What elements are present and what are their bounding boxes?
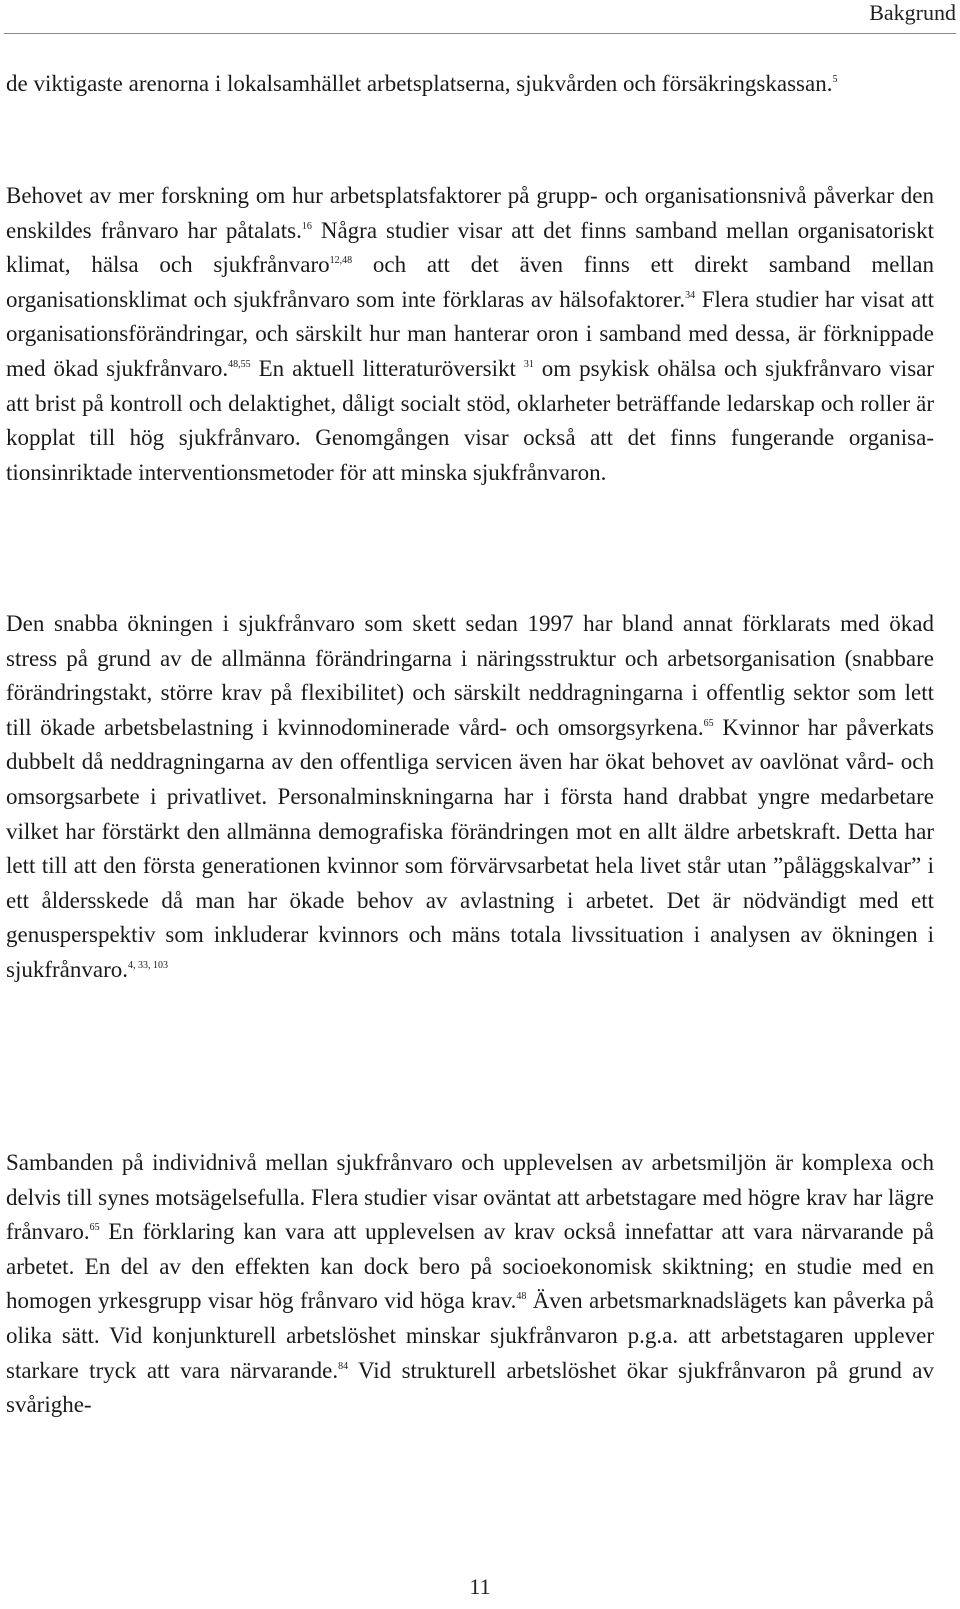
body-paragraph bbox=[6, 1146, 934, 1423]
citation-ref: 48,55 bbox=[228, 358, 251, 370]
paragraph-text: Flera studier har visat att organisationsförändringar, och särskilt hur man hanterar oron i samband med dessa, är förknippade med ökad sjukfrånvaro. bbox=[6, 286, 934, 381]
paragraph-text: Behovet av mer forskning om hur arbetsplatsfaktorer på grupp- och organisationsnivå påverkar den enskildes frånvaro har påtalats. bbox=[6, 183, 934, 243]
citation-ref: 65 bbox=[89, 1222, 100, 1234]
citation-ref: 12,48 bbox=[329, 255, 353, 267]
paragraph-text: om psykisk ohälsa och sjukfrånvaro visar att brist på kontroll och delaktighet, dåligt socialt stöd, oklarheter beträffande ledarskap och roller är kopplat till hög sjukfrånvaro. Genomgången visar också att det finns fungerande organisationsinriktade interventionsmetoder för att minska sjukfrånvaron. bbox=[6, 355, 935, 485]
citation-ref: 4, 33, 103 bbox=[128, 959, 168, 971]
paragraph-text: och att det även finns ett direkt samband mellan organisationsklimat och sjukfrånvaro som inte förklaras av hälsofaktorer. bbox=[6, 252, 934, 312]
running-head: Bakgrund bbox=[869, 0, 956, 25]
paragraph-text: Även arbetsmarknadslägets kan påverka på olika sätt. Vid konjunkturell arbetslöshet minskar sjukfrånvaron p.g.a. att arbetstagaren upplever starkare tryck att vara närvarande. bbox=[6, 1288, 934, 1383]
paragraph-text: Vid strukturell arbetslöshet ökar sjukfrånvaron på grund av svårighe- bbox=[6, 1357, 934, 1418]
citation-ref: 5 bbox=[832, 74, 838, 85]
citation-ref: 84 bbox=[338, 1360, 349, 1372]
citation-ref: 65 bbox=[703, 717, 714, 729]
paragraph-text: En aktuell litteraturöversikt bbox=[250, 355, 524, 381]
citation-ref: 34 bbox=[685, 289, 696, 301]
header-rule bbox=[4, 33, 956, 34]
paragraph-text: Några studier visar att det finns samband mellan organisatoriskt klimat, hälsa och sjukfrånvaro bbox=[6, 217, 934, 278]
body-paragraph bbox=[6, 67, 934, 102]
paragraph-text: Den snabba ökningen i sjukfrånvaro som skett sedan 1997 har bland annat förklarats med ökad stress på grund av de allmänna förändringarna i näringsstruktur och arbetsorganisation (snabbare förändringstakt, större krav på flexibilitet) och särskilt neddragningarna i offentlig sektor som lett till ökade arbetsbelastning i kvinnodominerade vård- och omsorgsyrkena. bbox=[6, 611, 934, 740]
paragraph-text: Kvinnor har påverkats dubbelt då neddragningarna av den offentliga servicen även har ökat behovet av oavlönat vård- och omsorgsarbete i privatlivet. Personalminskningarna har i första hand drabbat yngre medarbetare vilket har förstärkt den allmänna demografiska förändringen mot en allt äldre arbetskraft. Detta har lett till att den första generationen kvinnor som förvärvsarbetat hela livet står utan ”påläggskalvar” i ett åldersskede då man har ökade behov av avlastning i arbetet. Det är nödvändigt med ett genusperspektiv som inkluderar kvinnors och mäns totala livssituation i analysen av ökningen i sjukfrånvaro. bbox=[6, 714, 935, 982]
body-paragraph bbox=[6, 179, 934, 490]
body-paragraph bbox=[6, 607, 934, 988]
paragraph-text: En förklaring kan vara att upplevelsen av krav också innefattar att vara närvarande på arbetet. En del av den effekten kan dock bero på socioekonomisk skiktning; en studie med en homogen yrkesgrupp visar hög frånvaro vid höga krav. bbox=[6, 1219, 934, 1314]
paragraph-text: de viktigaste arenorna i lokalsamhället arbetsplatserna, sjukvården och försäkringskassan. bbox=[6, 71, 833, 96]
paragraph-text: Sambanden på individnivå mellan sjukfrånvaro och upplevelsen av arbetsmiljön är komplexa och delvis till synes motsägelsefulla. Flera studier visar oväntat att arbetstagare med högre krav har lägre frånvaro. bbox=[6, 1150, 934, 1245]
citation-ref: 31 bbox=[523, 358, 534, 370]
page-number: 11 bbox=[469, 1574, 491, 1599]
citation-ref: 16 bbox=[301, 220, 312, 232]
citation-ref: 48 bbox=[516, 1291, 527, 1303]
page-header bbox=[0, 0, 960, 34]
